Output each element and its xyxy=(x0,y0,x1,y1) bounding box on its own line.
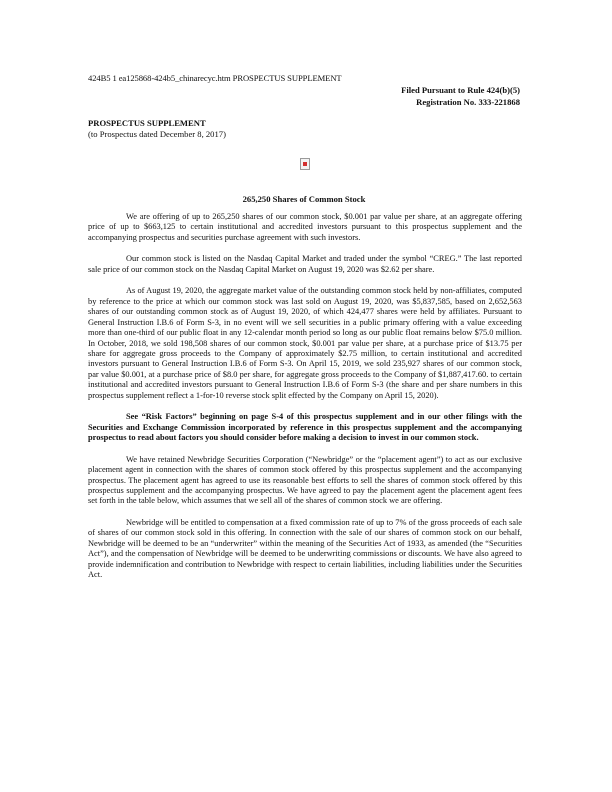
filed-pursuant-line: Filed Pursuant to Rule 424(b)(5) xyxy=(401,85,520,95)
filing-info xyxy=(401,84,520,108)
paragraph-listing: Our common stock is listed on the Nasdaq Capital Market and traded under the symbol “CREG.” The last reported sale price of our common stock on the Nasdaq Capital Market on August 19, 2020 was $2.62 per share. xyxy=(88,254,522,274)
paragraph-placement-agent: We have retained Newbridge Securities Corporation (“Newbridge” or the “placement agent”) to act as our exclusive placement agent in connection with the shares of common stock offered by this prospectus supplement and the accompanying prospectus. The placement agent has agreed to use its reasonable best efforts to sell the shares of common stock offered by this prospectus supplement and the accompanying prospectus. We have agreed to pay the placement agent the placement agent fees set forth in the table below, which assumes that we sell all of the shares of common stock we are offering. xyxy=(88,454,522,506)
paragraph-market-value: As of August 19, 2020, the aggregate market value of the outstanding common stock held by non-affiliates, computed by reference to the price at which our common stock was last sold on August 19, 2020, was $5,837,585, based on 2,652,563 shares of our outstanding common stock as of August 19, 2020, of which 424,477 shares were held by affiliates. Pursuant to General Instruction I.B.6 of Form S-3, in no event will we sell securities in a public primary offering with a value exceeding more than one-third of our public float in any 12-calendar month period so long as our public float remains below $75.0 million. In October, 2018, we sold 198,508 shares of our common stock, $0.001 par value per share, at a purchase price of $13.75 per share for aggregate gross proceeds to the Company of approximately $2.75 million, to certain institutional and accredited investors pursuant to General Instruction I.B.6 of Form S-3. On April 15, 2019, we sold 235,927 shares of our common stock, par value $0.001, at a purchase price of $8.0 per share, for aggregate gross proceeds to the Company of $1,887,417.60. to certain institutional and accredited investors pursuant to General Instruction I.B.6 of Form S-3 (the share and per share numbers in this prospectus supplement reflect a 1-for-10 reverse stock split effected by the Company on April 15, 2020). xyxy=(88,286,522,400)
prospectus-supplement-title: PROSPECTUS SUPPLEMENT xyxy=(88,118,206,128)
prospectus-date-note: (to Prospectus dated December 8, 2017) xyxy=(88,129,226,139)
offering-title: 265,250 Shares of Common Stock xyxy=(242,194,366,204)
document-body xyxy=(88,212,522,592)
paragraph-risk-factors: See “Risk Factors” beginning on page S-4 of this prospectus supplement and in our other filings with the Securities and Exchange Commission incorporated by reference in this prospectus supplement and the accompanying prospectus to read about factors you should consider before making a decision to invest in our common stock. xyxy=(88,412,522,443)
paragraph-offering: We are offering of up to 265,250 shares of our common stock, $0.001 par value per share, at an aggregate offering price of up to $663,125 to certain institutional and accredited investors pursuant to this prospectus supplement and the accompanying prospectus and securities purchase agreement with such investors. xyxy=(88,212,522,242)
paragraph-compensation: Newbridge will be entitled to compensation at a fixed commission rate of up to 7% of the gross proceeds of each sale of shares of our common stock sold in this offering. In connection with the sale of our shares of common stock on our behalf, Newbridge will be deemed to be an “underwriter” within the meaning of the Securities Act of 1933, as amended (the “Securities Act”), and the compensation of Newbridge will be deemed to be underwriting commissions or discounts. We have also agreed to provide indemnification and contribution to Newbridge with respect to certain liabilities, including liabilities under the Securities Act. xyxy=(88,517,522,580)
registration-number: Registration No. 333-221868 xyxy=(416,97,520,107)
file-header-line: 424B5 1 ea125868-424b5_chinarecyc.htm PROSPECTUS SUPPLEMENT xyxy=(88,73,342,83)
broken-image-icon xyxy=(300,158,310,170)
